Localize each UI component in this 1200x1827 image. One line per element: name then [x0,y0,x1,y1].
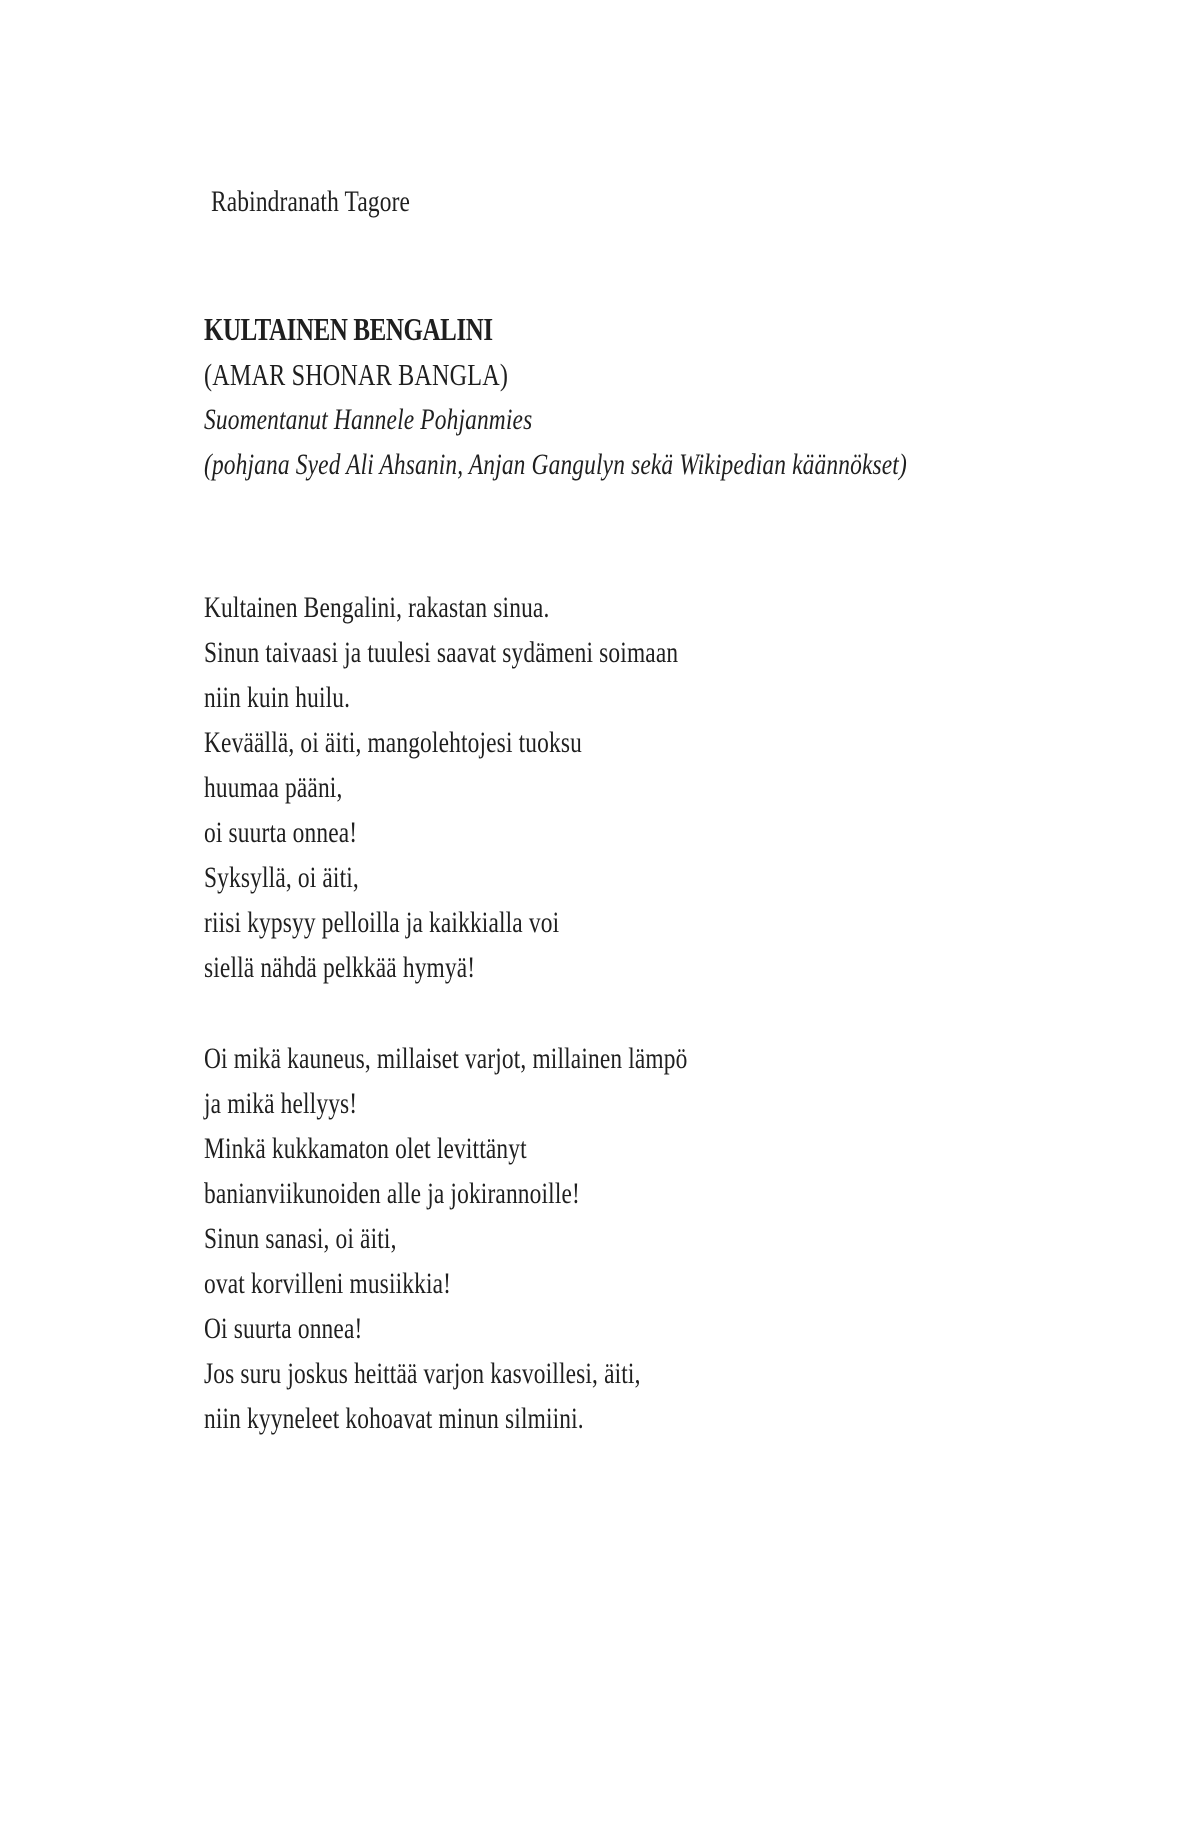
poem-subtitle: (AMAR SHONAR BANGLA) [204,357,509,392]
poem-line: Oi mikä kauneus, millaiset varjot, millainen lämpö [204,1042,688,1075]
poem-line: riisi kypsyy pelloilla ja kaikkialla voi [204,906,560,939]
poem-line: Minkä kukkamaton olet levittänyt [204,1132,527,1165]
author-line: Rabindranath Tagore [211,185,411,218]
poem-line: Kultainen Bengalini, rakastan sinua. [204,591,550,624]
poem-line: ovat korvilleni musiikkia! [204,1267,452,1300]
poem-line: Sinun taivaasi ja tuulesi saavat sydämeni soimaan [204,636,679,669]
poem-title: KULTAINEN BENGALINI [204,311,493,347]
poem-line: niin kuin huilu. [204,681,351,714]
poem-line: banianviikunoiden alle ja jokirannoille! [204,1177,580,1210]
poem-line: Keväällä, oi äiti, mangolehtojesi tuoksu [204,726,582,759]
poem-line: huumaa pääni, [204,771,343,804]
stanza-1 [204,585,678,990]
poem-line: niin kyyneleet kohoavat minun silmiini. [204,1402,584,1435]
title-block [204,307,907,487]
poem-line: Jos suru joskus heittää varjon kasvoillesi, äiti, [204,1357,641,1390]
poem-line: Oi suurta onnea! [204,1312,363,1345]
translator-line: Suomentanut Hannele Pohjanmies [204,403,533,436]
source-note-line: (pohjana Syed Ali Ahsanin, Anjan Gangulyn sekä Wikipedian käännökset) [204,448,907,481]
poem-line: oi suurta onnea! [204,816,358,849]
poem-line: ja mikä hellyys! [204,1087,358,1120]
stanza-2 [204,1036,688,1441]
poem-line: Syksyllä, oi äiti, [204,861,359,894]
poem-line: siellä nähdä pelkkää hymyä! [204,951,476,984]
poem-line: Sinun sanasi, oi äiti, [204,1222,397,1255]
